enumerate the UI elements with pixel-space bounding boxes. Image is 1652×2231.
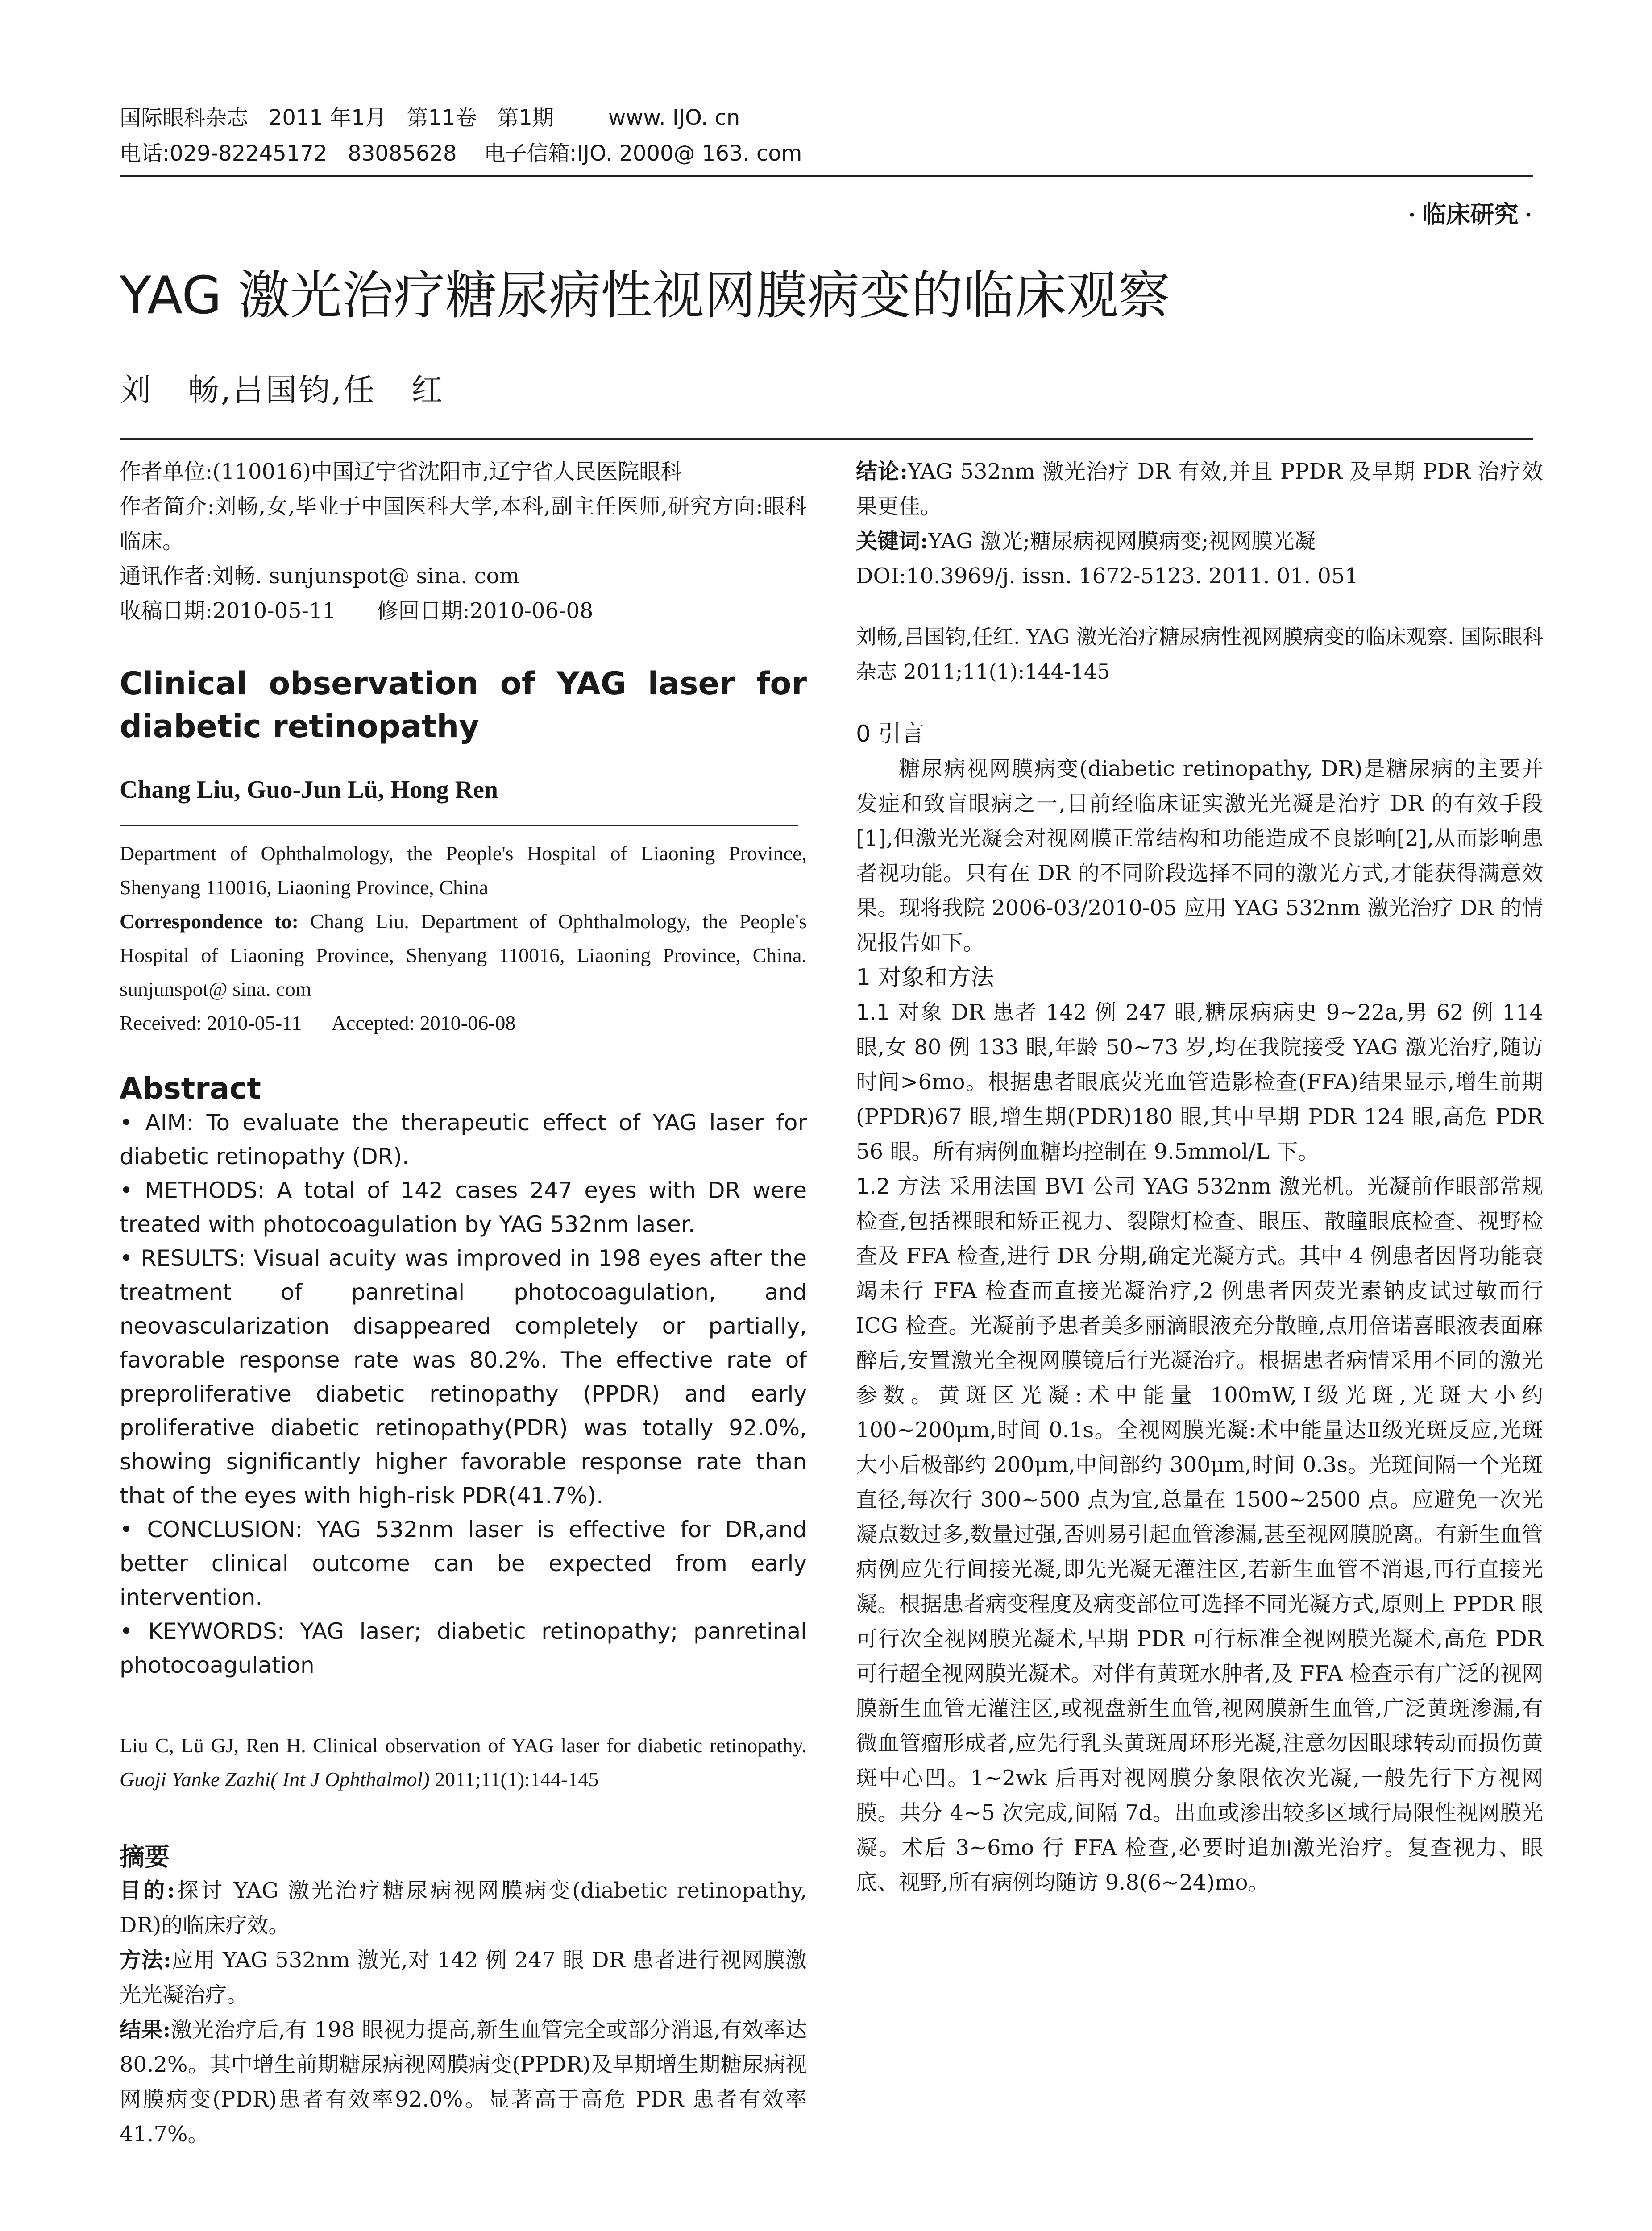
goal-text: 探讨 YAG 激光治疗糖尿病视网膜病变(diabetic retinopathy, DR)的临床疗效。 — [120, 1878, 807, 1938]
abstract-aim: • AIM: To evaluate the therapeutic effect of YAG laser for diabetic retinopathy (DR). — [120, 1110, 807, 1169]
citation-en-part1: Liu C, Lü GJ, Ren H. Clinical observation of YAG laser for diabetic retinopathy. — [120, 1734, 807, 1757]
methods-procedure — [856, 1169, 1543, 1900]
left-column — [120, 451, 807, 2152]
english-title: Clinical observation of YAG laser for diabetic retinopathy — [120, 665, 807, 745]
doi: DOI:10.3969/j. issn. 1672-5123. 2011. 01. 051 — [856, 564, 1359, 589]
author-intro: 作者简介:刘畅,女,毕业于中国医科大学,本科,副主任医师,研究方向:眼科临床。 — [120, 494, 807, 554]
methods-heading: 1 对象和方法 — [856, 964, 994, 991]
author-unit: 作者单位:(110016)中国辽宁省沈阳市,辽宁省人民医院眼科 — [120, 459, 682, 484]
correspondence-label: Correspondence to: — [120, 910, 299, 933]
header-rule — [120, 175, 1533, 177]
zh-abstract-result — [120, 2012, 807, 2152]
procedure-label: 1.2 方法 — [856, 1174, 942, 1199]
method-text: 应用 YAG 532nm 激光,对 142 例 247 眼 DR 患者进行视网膜激光光凝治疗。 — [120, 1948, 807, 2007]
english-affiliation: Department of Ophthalmology, the People's Hospital of Liaoning Province, Shenyang 110016, Liaoning Province, China — [120, 842, 807, 899]
zh-abstract-keywords — [856, 524, 1543, 559]
abstract-keywords: • KEYWORDS: YAG laser; diabetic retinopathy; panretinal photocoagulation — [120, 1618, 807, 1678]
citation-en-journal: Guoji Yanke Zazhi( Int J Ophthalmol) — [120, 1768, 430, 1791]
abstract-conclusion: • CONCLUSION: YAG 532nm laser is effective for DR,and better clinical outcome can be expected from early intervention. — [120, 1517, 807, 1610]
citation-en-part2: 2011;11(1):144-145 — [429, 1768, 599, 1791]
section-tag: · 临床研究 · — [1407, 201, 1532, 228]
english-authors: Chang Liu, Guo-Jun Lü, Hong Ren — [120, 776, 498, 804]
article-title: YAG 激光治疗糖尿病性视网膜病变的临床观察 — [120, 265, 1170, 326]
subjects-text: DR 患者 142 例 247 眼,糖尿病病史 9~22a,男 62 例 114 眼,女 80 例 133 眼,年龄 50~73 岁,均在我院接受 YAG 激光治疗,随访时间>6mo。根据患者眼底荧光血管造影检查(FFA)结果显示,增生前期(PPDR)67 眼,增生期(PDR)180 眼,其中早期 PDR 124 眼,高危 PDR 56 眼。所有病例血糖均控制在 9.5mmol/L 下。 — [856, 1000, 1543, 1164]
english-received: Received: 2010-05-11 Accepted: 2010-06-08 — [120, 1012, 516, 1034]
method-label: 方法: — [120, 1948, 171, 1973]
abstract-heading: Abstract — [120, 1071, 261, 1106]
authors-zh: 刘 畅,吕国钧,任 红 — [120, 372, 445, 408]
abstract-results: • RESULTS: Visual acuity was improved in 198 eyes after the treatment of panretinal photocoagulation, and neovascularization disappeared completely or partially, favorable response rate was 80.2%. The effective rate of preproliferative diabetic retinopathy (PPDR) and early proliferative diabetic retinopathy(PDR) was totally 92.0%, showing significantly higher favorable response rate than that of the eyes with high-risk PDR(41.7%). — [120, 1245, 807, 1509]
zh-citation: 刘畅,吕国钧,任红. YAG 激光治疗糖尿病性视网膜病变的临床观察. 国际眼科杂志 2011;11(1):144-145 — [856, 625, 1543, 684]
procedure-text: 采用法国 BVI 公司 YAG 532nm 激光机。光凝前作眼部常规检查,包括裸眼和矫正视力、裂隙灯检查、眼压、散瞳眼底检查、视野检查及 FFA 检查,进行 DR 分期,确定光凝方式。其中 4 例患者因肾功能衰竭未行 FFA 检查而直接光凝治疗,2 例患者因荧光素钠皮试过敏而行 ICG 检查。光凝前予患者美多丽滴眼液充分散瞳,点用倍诺喜眼液表面麻醉后,安置激光全视网膜镜后行光凝治疗。根据患者病情采用不同的激光参数。黄斑区光凝:术中能量 100mW,Ⅰ级光斑,光斑大小约 100~200μm,时间 0.1s。全视网膜光凝:术中能量达Ⅱ级光斑反应,光斑大小后极部约 200μm,中间部约 300μm,时间 0.3s。光斑间隔一个光斑直径,每次行 300~500 点为宜,总量在 1500~2500 点。应避免一次光凝点数过多,数量过强,否则易引起血管渗漏,甚至视网膜脱离。有新生血管病例应先行间接光凝,即先光凝无灌注区,若新生血管不消退,再行直接光凝。根据患者病变程度及病变部位可选择不同光凝方式,原则上 PPDR 眼可行次全视网膜光凝术,早期 PDR 可行标准全视网膜光凝术,高危 PDR 可行超全视网膜光凝术。对伴有黄斑水肿者,及 FFA 检查示有广泛的视网膜新生血管无灌注区,或视盘新生血管,视网膜新生血管,广泛黄斑渗漏,有微血管瘤形成者,应先行乳头黄斑周环形光凝,注意勿因眼球转动而损伤黄斑中心凹。1~2wk 后再对视网膜分象限依次光凝,一般先行下方视网膜。共分 4~5 次完成,间隔 7d。出血或渗出较多区域行局限性视网膜光凝。术后 3~6mo 行 FFA 检查,必要时追加激光治疗。复查视力、眼底、视野,所有病例均随访 9.8(6~24)mo。 — [856, 1174, 1543, 1895]
intro-heading: 0 引言 — [856, 721, 925, 747]
keywords-text: YAG 激光;糖尿病视网膜病变;视网膜光凝 — [928, 529, 1316, 554]
goal-label: 目的: — [120, 1878, 175, 1903]
keywords-label: 关键词: — [856, 529, 928, 554]
result-text: 激光治疗后,有 198 眼视力提高,新生血管完全或部分消退,有效率达 80.2%。其中增生前期糖尿病视网膜病变(PPDR)及早期增生期糖尿病视网膜病变(PDR)患者有效率92.0%。显著高于高危 PDR 患者有效率41.7%。 — [120, 2017, 807, 2147]
journal-header-line1: 国际眼科杂志 2011 年1月 第11卷 第1期 www. IJO. cn — [120, 105, 740, 130]
zh-abstract-conclusion — [856, 454, 1543, 524]
result-label: 结果: — [120, 2017, 171, 2042]
corresponding-author: 通讯作者:刘畅. sunjunspot@ sina. com — [120, 564, 519, 589]
title-rule — [120, 438, 1533, 440]
received-dates: 收稿日期:2010-05-11 修回日期:2010-06-08 — [120, 598, 594, 623]
english-citation — [120, 1729, 807, 1796]
conclusion-label: 结论: — [856, 459, 908, 484]
abstract-methods: • METHODS: A total of 142 cases 247 eyes with DR were treated with photocoagulation by YAG 532nm laser. — [120, 1178, 807, 1237]
subjects-label: 1.1 对象 — [856, 1000, 943, 1025]
intro-text: 糖尿病视网膜病变(diabetic retinopathy, DR)是糖尿病的主要并发症和致盲眼病之一,目前经临床证实激光光凝是治疗 DR 的有效手段[1],但激光光凝会对视网膜正常结构和功能造成不良影响[2],从而影响患者视功能。只有在 DR 的不同阶段选择不同的激光方式,才能获得满意效果。现将我院 2006-03/2010-05 应用 YAG 532nm 激光治疗 DR 的情况报告如下。 — [856, 756, 1543, 955]
methods-subjects — [856, 995, 1543, 1169]
zh-abstract-method — [120, 1943, 807, 2012]
conclusion-text: YAG 532nm 激光治疗 DR 有效,并且 PPDR 及早期 PDR 治疗效果更佳。 — [856, 459, 1543, 519]
zh-abstract-heading: 摘要 — [120, 1843, 170, 1872]
right-column — [856, 451, 1543, 1900]
correspondence-text: Chang Liu. Department of Ophthalmology, the People's Hospital of Liaoning Province, Shenyang 110016, Liaoning Province, China. sunjunspot@ sina. com — [120, 910, 807, 1000]
zh-abstract-goal — [120, 1873, 807, 1943]
english-authors-rule — [120, 825, 798, 826]
journal-header-line2: 电话:029-82245172 83085628 电子信箱:IJO. 2000@ 163. com — [120, 141, 802, 166]
english-correspondence — [120, 904, 807, 1006]
